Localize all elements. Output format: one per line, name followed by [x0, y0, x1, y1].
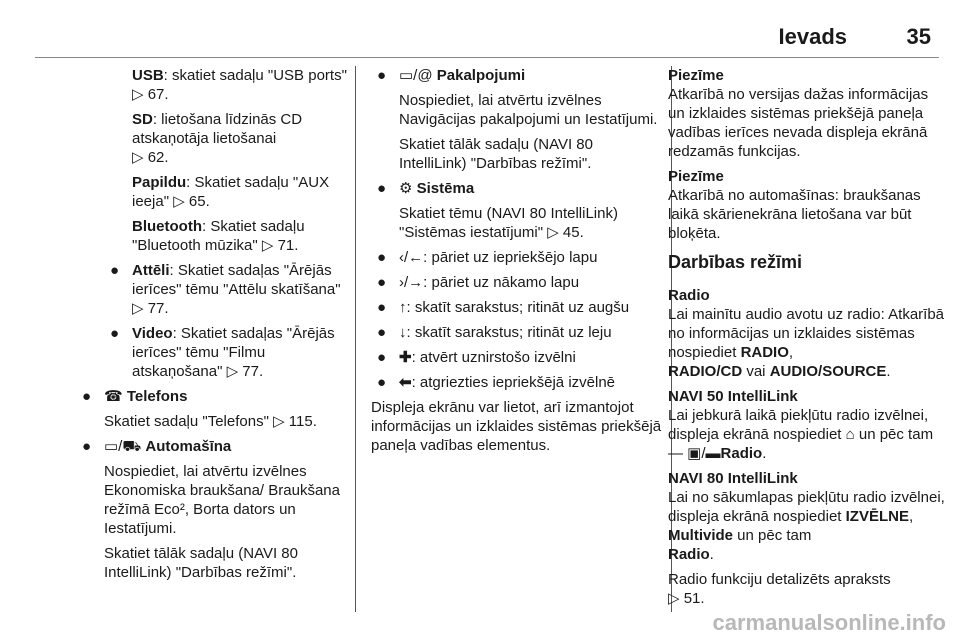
atteli-text: : Skatiet sadaļas "Ārējās ierīces" tēmu "Attēlu skatīšana": [132, 262, 341, 298]
back-item: [371, 373, 663, 392]
telefons-term: Telefons: [126, 388, 188, 405]
nav-next-text: ›/→: pāriet uz nākamo lapu: [399, 274, 580, 291]
bullet-icon: ●: [377, 67, 387, 84]
page-number: 35: [906, 24, 931, 49]
sistema-item: [371, 179, 663, 242]
popup-menu-item: [371, 348, 663, 367]
audio-source-label: AUDIO/SOURCE: [769, 363, 887, 380]
scroll-down-item: [371, 323, 663, 342]
atteli-term: Attēli: [132, 262, 170, 279]
gear-icon: ⚙: [399, 180, 413, 197]
bullet-icon: ●: [377, 349, 387, 366]
telefons-item: [76, 387, 350, 431]
sistema-text: Skatiet tēmu (NAVI 80 IntelliLink) "Sistēmas iestatījumi": [399, 205, 618, 241]
bullet-icon: ●: [377, 374, 387, 391]
papildu-entry: [132, 173, 350, 211]
navi50-paragraph: [668, 406, 945, 463]
home-icon: ⌂: [845, 426, 855, 443]
papildu-term: Papildu: [132, 174, 187, 191]
bullet-icon: ●: [377, 299, 387, 316]
radio-or: vai: [742, 363, 770, 380]
sd-term: SD: [132, 111, 153, 128]
radio-functions-paragraph: [668, 570, 945, 608]
navi50-title: NAVI 50 IntelliLink: [668, 388, 798, 405]
phone-icon: ☎: [104, 388, 123, 405]
bullet-icon: ●: [377, 249, 387, 266]
bullet-icon: ●: [377, 324, 387, 341]
automasina-text-1: Nospiediet, lai atvērtu izvēlnes Ekonomiska braukšana/ Braukšana režīmā Eco², Borta dators un Iestatījumi.: [104, 463, 340, 537]
video-text: : Skatiet sadaļas "Ārējās ierīces" tēmu "Filmu atskaņošana": [132, 325, 335, 380]
pakalpojumi-item: [371, 66, 663, 173]
navi80-sep: ,: [908, 508, 914, 525]
automasina-term: Automašīna: [145, 438, 232, 455]
radio-cd-label: RADIO/CD: [668, 363, 743, 380]
automasina-item: [76, 437, 350, 582]
radio-icon: ▣/▬: [687, 445, 721, 462]
telefons-ref[interactable]: ▷ 115.: [273, 413, 317, 430]
plus-icon: ✚: [399, 349, 412, 366]
back-text: : atgriezties iepriekšējā izvēlnē: [411, 374, 616, 391]
scroll-up-text: ↑: skatīt sarakstus; ritināt uz augšu: [399, 299, 630, 316]
bullet-icon: ●: [377, 274, 387, 291]
radio-end: .: [886, 363, 891, 380]
car-icon: ▭/⛟: [104, 438, 142, 455]
pakalpojumi-text-1: Nospiediet, lai atvērtu izvēlnes Navigācijas pakalpojumi un Iestatījumi.: [399, 92, 658, 128]
automasina-text-2: Skatiet tālāk sadaļu (NAVI 80 IntelliLink) "Darbības režīmi".: [104, 545, 298, 581]
bluetooth-entry: [132, 217, 350, 255]
sd-ref[interactable]: ▷ 62.: [132, 149, 169, 166]
column-1: [82, 66, 350, 588]
pakalpojumi-text-2: Skatiet tālāk sadaļu (NAVI 80 IntelliLink) "Darbības režīmi".: [399, 136, 593, 172]
video-item: [104, 324, 350, 381]
sd-text: : lietošana līdzinās CD atskaņotāja lietošanai: [132, 111, 303, 147]
navi80-mid: un pēc tam: [733, 527, 812, 544]
radio-title: Radio: [668, 287, 710, 304]
usb-text: : skatiet sadaļu "USB ports": [163, 67, 347, 84]
telefons-text: Skatiet sadaļu "Telefons": [104, 413, 274, 430]
radio-functions-ref[interactable]: ▷ 51.: [668, 590, 705, 607]
note-2-text: Atkarībā no automašīnas: braukšanas laikā skārienekrāna lietošana var būt bloķēta.: [668, 187, 921, 242]
nav-next-item: [371, 273, 663, 292]
radio-sep: ,: [788, 344, 794, 361]
navi50-radio: Radio: [720, 445, 763, 462]
header-rule: [35, 57, 939, 58]
bullet-icon: ●: [110, 262, 120, 279]
navi50-text: Lai jebkurā laikā piekļūtu radio izvēlnei, displeja ekrānā nospiediet: [668, 407, 929, 443]
page-header: [0, 0, 960, 58]
display-paragraph: Displeja ekrānu var lietot, arī izmantojot informācijas un izklaides sistēmas priekšējā paneļa vadības elementus.: [371, 399, 662, 454]
popup-menu-text: : atvērt uznirstošo izvēlni: [411, 349, 576, 366]
column-2: [371, 66, 663, 461]
papildu-text: : Skatiet sadaļu "AUX ieeja": [132, 174, 330, 210]
bullet-icon: ●: [82, 438, 92, 455]
page-title: Ievads: [778, 24, 847, 49]
navi80-end: .: [709, 546, 714, 563]
multivide-label: Multivide: [668, 527, 734, 544]
bluetooth-ref[interactable]: ▷ 71.: [261, 237, 299, 254]
sd-entry: [132, 110, 350, 167]
usb-ref[interactable]: ▷ 67.: [132, 86, 169, 103]
note-1-text: Atkarībā no versijas dažas informācijas un izklaides sistēmas priekšējā paneļa vadības ierīces nevada displeja ekrānā redzamās funkcijas.: [668, 86, 929, 160]
section-heading: Darbības režīmi: [668, 252, 803, 272]
note-2-title: Piezīme: [668, 168, 724, 185]
radio-button-label: RADIO: [740, 344, 789, 361]
usb-term: USB: [132, 67, 164, 84]
scroll-up-item: [371, 298, 663, 317]
nav-prev-item: [371, 248, 663, 267]
sistema-ref[interactable]: ▷ 45.: [547, 224, 584, 241]
sistema-term: Sistēma: [416, 180, 475, 197]
navi50-mid: un pēc tam —: [668, 426, 934, 462]
column-3: [668, 66, 945, 614]
scroll-down-text: ↓: skatīt sarakstus; ritināt uz leju: [399, 324, 612, 341]
atteli-ref[interactable]: ▷ 77.: [132, 300, 169, 317]
pakalpojumi-term: Pakalpojumi: [436, 67, 526, 84]
bluetooth-term: Bluetooth: [132, 218, 202, 235]
bullet-icon: ●: [110, 325, 120, 342]
navi80-paragraph: [668, 488, 945, 564]
radio-functions-text: Radio funkciju detalizēts apraksts: [668, 571, 891, 588]
navi80-text: Lai no sākumlapas piekļūtu radio izvēlnei, displeja ekrānā nospiediet: [668, 489, 945, 525]
bullet-icon: ●: [377, 180, 387, 197]
papildu-ref[interactable]: ▷ 65.: [173, 193, 210, 210]
navi80-radio: Radio: [668, 546, 710, 563]
note-1-title: Piezīme: [668, 67, 724, 84]
services-icon: ▭/@: [399, 67, 433, 84]
navi80-title: NAVI 80 IntelliLink: [668, 470, 798, 487]
watermark: carmanualsonline.info: [712, 610, 946, 635]
izvelne-label: IZVĒLNE: [845, 508, 909, 525]
usb-entry: [132, 66, 350, 104]
radio-paragraph: [668, 305, 945, 381]
radio-text: Lai mainītu audio avotu uz radio: Atkarībā no informācijas un izklaides sistēmas nospiediet: [668, 306, 945, 361]
bullet-icon: ●: [82, 388, 92, 405]
back-arrow-icon: ⬅: [399, 374, 412, 391]
video-ref[interactable]: ▷ 77.: [226, 363, 264, 380]
navi50-end: .: [762, 445, 767, 462]
nav-prev-text: ‹/←: pāriet uz iepriekšējo lapu: [399, 249, 598, 266]
bluetooth-text: : Skatiet sadaļu "Bluetooth mūzika": [132, 218, 305, 254]
column-divider: [355, 66, 356, 612]
atteli-item: [104, 261, 350, 318]
video-term: Video: [132, 325, 173, 342]
